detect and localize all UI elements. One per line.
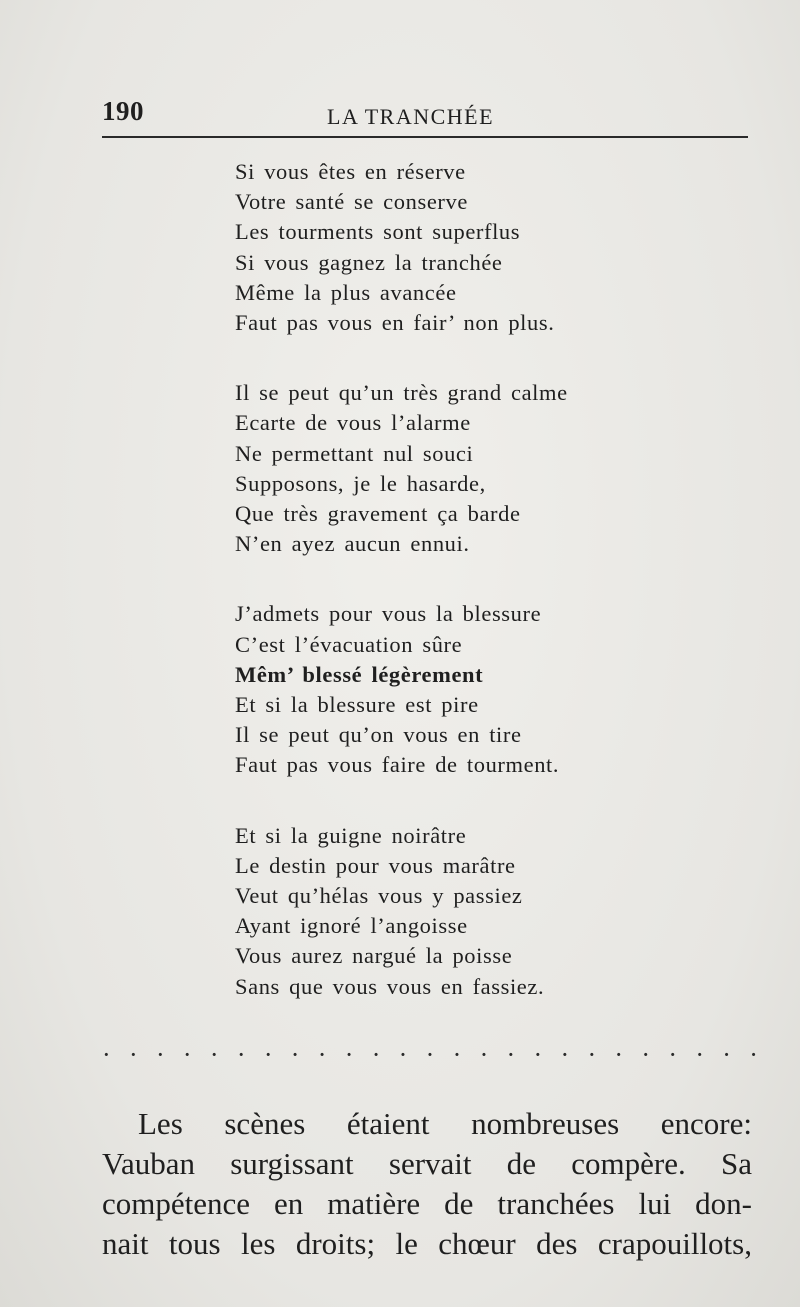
separator-dot: ·: [102, 1040, 111, 1069]
verse-line: Votre santé se conserve: [235, 189, 468, 215]
separator-dot: ·: [182, 1040, 192, 1069]
separator-dot: ·: [479, 1040, 489, 1069]
prose-line: Les scènes étaient nombreuses encore:: [138, 1106, 752, 1141]
section-separator: [102, 1040, 758, 1070]
separator-dot: ·: [425, 1040, 435, 1069]
verse-line: Mêm’ blessé légèrement: [235, 661, 484, 687]
prose-line: nait tous les droits; le chœur des crapouillots,: [102, 1226, 752, 1261]
separator-dot: ·: [749, 1040, 758, 1069]
verse-line: Si vous gagnez la tranchée: [235, 249, 503, 275]
prose-paragraph: [102, 1104, 752, 1264]
prose-line: Vauban surgissant servait de compère. Sa: [102, 1146, 752, 1181]
separator-dot: ·: [263, 1040, 273, 1069]
separator-dot: ·: [695, 1040, 704, 1069]
verse-line: Ne permettant nul souci: [235, 440, 474, 466]
separator-dot: ·: [587, 1040, 597, 1069]
separator-dot: ·: [236, 1040, 246, 1069]
verse-line: Le destin pour vous marâtre: [235, 852, 516, 878]
separator-dot: ·: [344, 1040, 354, 1069]
separator-dot: ·: [452, 1040, 462, 1069]
separator-dot: ·: [533, 1040, 543, 1069]
separator-dot: ·: [155, 1040, 165, 1069]
separator-dot: ·: [641, 1040, 651, 1069]
stanza: [235, 599, 655, 780]
verse-line: Que très gravement ça barde: [235, 501, 521, 527]
verse-line: Ayant ignoré l’angoisse: [235, 913, 468, 939]
separator-dot: ·: [506, 1040, 516, 1069]
verse-line: Si vous êtes en réserve: [235, 159, 466, 184]
separator-dot: ·: [371, 1040, 381, 1069]
separator-dot: ·: [317, 1040, 327, 1069]
verse-line: Il se peut qu’on vous en tire: [235, 722, 522, 748]
separator-dot: ·: [668, 1040, 678, 1069]
separator-dot: ·: [614, 1040, 624, 1069]
verse-line: Ecarte de vous l’alarme: [235, 410, 471, 436]
verse-line: C’est l’évacuation sûre: [235, 631, 463, 657]
verse-line: Sans que vous vous en fassiez.: [235, 973, 545, 999]
verse-line: Et si la guigne noirâtre: [235, 822, 467, 848]
separator-dot: ·: [722, 1040, 731, 1069]
separator-dot: ·: [128, 1040, 138, 1069]
verse-line: Et si la blessure est pire: [235, 692, 479, 718]
verse-line: J’admets pour vous la blessure: [235, 601, 542, 627]
verse-line: Même la plus avancée: [235, 279, 457, 305]
page-number: 190: [102, 96, 144, 126]
stanza: [235, 821, 655, 1002]
poem: [235, 157, 655, 1042]
stanza: [235, 378, 655, 559]
running-title: LA TRANCHÉE: [327, 104, 495, 129]
verse-line: Faut pas vous en fair’ non plus.: [235, 310, 555, 336]
separator-dot: ·: [398, 1040, 408, 1069]
verse-line: N’en ayez aucun ennui.: [235, 531, 470, 557]
page-header: [102, 92, 748, 138]
separator-dot: ·: [209, 1040, 219, 1069]
verse-line: Il se peut qu’un très grand calme: [235, 380, 568, 406]
prose-line: compétence en matière de tranchées lui don-: [102, 1186, 752, 1221]
verse-line: Les tourments sont superflus: [235, 219, 521, 245]
verse-line: Supposons, je le hasarde,: [235, 470, 486, 496]
verse-line: Faut pas vous faire de tourment.: [235, 752, 560, 778]
separator-dot: ·: [560, 1040, 570, 1069]
stanza: [235, 157, 655, 338]
verse-line: Vous aurez nargué la poisse: [235, 943, 513, 969]
separator-dot: ·: [290, 1040, 300, 1069]
verse-line: Veut qu’hélas vous y passiez: [235, 883, 523, 909]
